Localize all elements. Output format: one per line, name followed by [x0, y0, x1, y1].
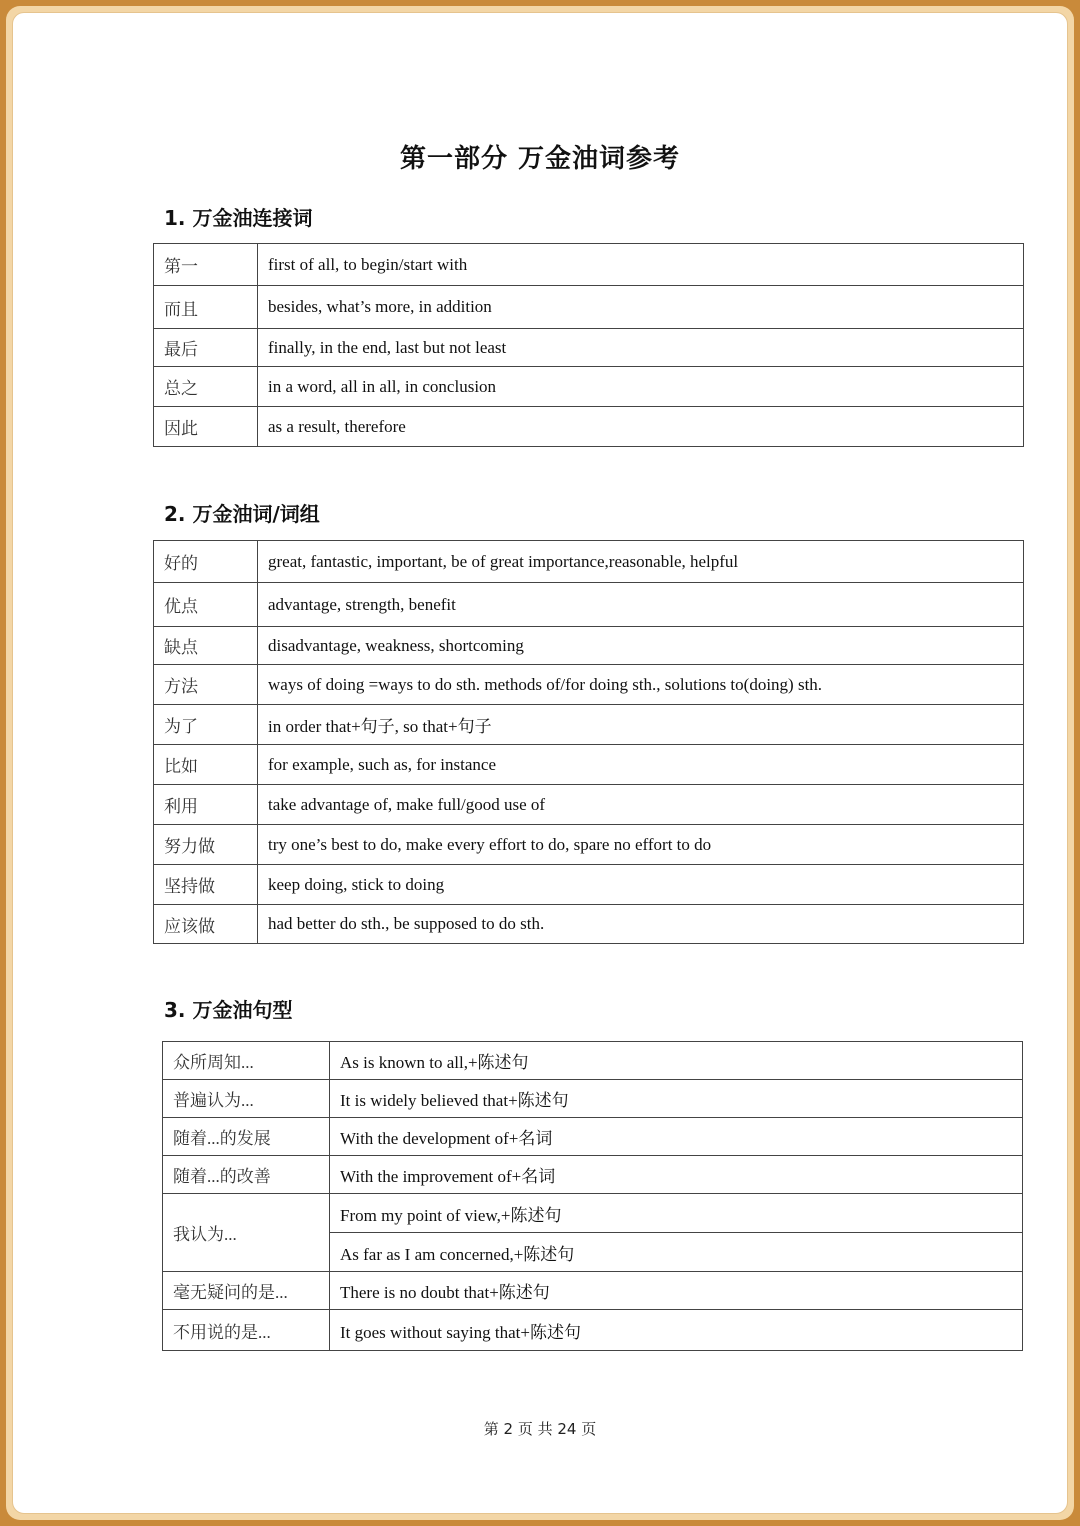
term-en: As is known to all,+陈述句 — [330, 1042, 1023, 1080]
term-zh: 随着...的改善 — [163, 1156, 330, 1194]
table-row — [154, 825, 1024, 865]
table-row — [154, 745, 1024, 785]
term-en: first of all, to begin/start with — [258, 244, 1024, 286]
term-en: had better do sth., be supposed to do sth. — [258, 905, 1024, 944]
table-row — [163, 1042, 1023, 1080]
term-zh: 应该做 — [154, 905, 258, 944]
table-row — [154, 905, 1024, 944]
term-zh: 方法 — [154, 665, 258, 705]
table-row — [163, 1272, 1023, 1310]
term-zh: 第一 — [154, 244, 258, 286]
table-row — [154, 785, 1024, 825]
table-row — [154, 541, 1024, 583]
connectors-table — [153, 243, 1024, 447]
term-en: It goes without saying that+陈述句 — [330, 1310, 1023, 1351]
table-row — [154, 367, 1024, 407]
phrases-table — [153, 540, 1024, 944]
term-zh: 因此 — [154, 407, 258, 447]
table-row — [154, 583, 1024, 627]
term-zh: 而且 — [154, 286, 258, 329]
table-row — [154, 627, 1024, 665]
term-en: finally, in the end, last but not least — [258, 329, 1024, 367]
term-zh: 利用 — [154, 785, 258, 825]
table-row — [163, 1118, 1023, 1156]
term-en: ways of doing =ways to do sth. methods of/for doing sth., solutions to(doing) sth. — [258, 665, 1024, 705]
term-en: take advantage of, make full/good use of — [258, 785, 1024, 825]
section-heading-sentence-patterns: 3. 万金油句型 — [164, 998, 293, 1022]
sentence-patterns-table — [162, 1041, 1023, 1351]
term-zh: 缺点 — [154, 627, 258, 665]
term-en: as a result, therefore — [258, 407, 1024, 447]
table-row — [154, 286, 1024, 329]
table-row — [154, 865, 1024, 905]
term-en: With the development of+名词 — [330, 1118, 1023, 1156]
section-heading-connectors: 1. 万金油连接词 — [164, 206, 313, 230]
table-row — [163, 1080, 1023, 1118]
term-zh: 众所周知... — [163, 1042, 330, 1080]
term-en: With the improvement of+名词 — [330, 1156, 1023, 1194]
term-zh: 优点 — [154, 583, 258, 627]
term-en: advantage, strength, benefit — [258, 583, 1024, 627]
term-en: try one’s best to do, make every effort to do, spare no effort to do — [258, 825, 1024, 865]
term-zh: 坚持做 — [154, 865, 258, 905]
page-title: 第一部分 万金油词参考 — [399, 144, 681, 174]
table-row — [154, 244, 1024, 286]
term-en: for example, such as, for instance — [258, 745, 1024, 785]
table-row — [163, 1194, 1023, 1233]
term-en: From my point of view,+陈述句 — [330, 1194, 1023, 1233]
term-zh: 随着...的发展 — [163, 1118, 330, 1156]
term-zh: 毫无疑问的是... — [163, 1272, 330, 1310]
table-row — [154, 705, 1024, 745]
table-row — [154, 407, 1024, 447]
table-row — [163, 1310, 1023, 1351]
term-zh: 比如 — [154, 745, 258, 785]
term-en: disadvantage, weakness, shortcoming — [258, 627, 1024, 665]
term-zh: 不用说的是... — [163, 1310, 330, 1351]
term-en: in order that+句子, so that+句子 — [258, 705, 1024, 745]
term-zh: 最后 — [154, 329, 258, 367]
term-zh: 总之 — [154, 367, 258, 407]
section-heading-phrases: 2. 万金油词/词组 — [164, 502, 320, 526]
term-en: It is widely believed that+陈述句 — [330, 1080, 1023, 1118]
term-en: keep doing, stick to doing — [258, 865, 1024, 905]
table-row — [163, 1156, 1023, 1194]
term-zh: 普遍认为... — [163, 1080, 330, 1118]
term-zh: 好的 — [154, 541, 258, 583]
term-en: great, fantastic, important, be of great importance,reasonable, helpful — [258, 541, 1024, 583]
term-en: besides, what’s more, in addition — [258, 286, 1024, 329]
table-row — [154, 329, 1024, 367]
term-zh: 我认为... — [163, 1194, 330, 1272]
table-row — [154, 665, 1024, 705]
term-zh: 努力做 — [154, 825, 258, 865]
term-en: As far as I am concerned,+陈述句 — [330, 1233, 1023, 1272]
term-zh: 为了 — [154, 705, 258, 745]
term-en: in a word, all in all, in conclusion — [258, 367, 1024, 407]
page-number: 第 2 页 共 24 页 — [483, 1420, 597, 1438]
term-en: There is no doubt that+陈述句 — [330, 1272, 1023, 1310]
